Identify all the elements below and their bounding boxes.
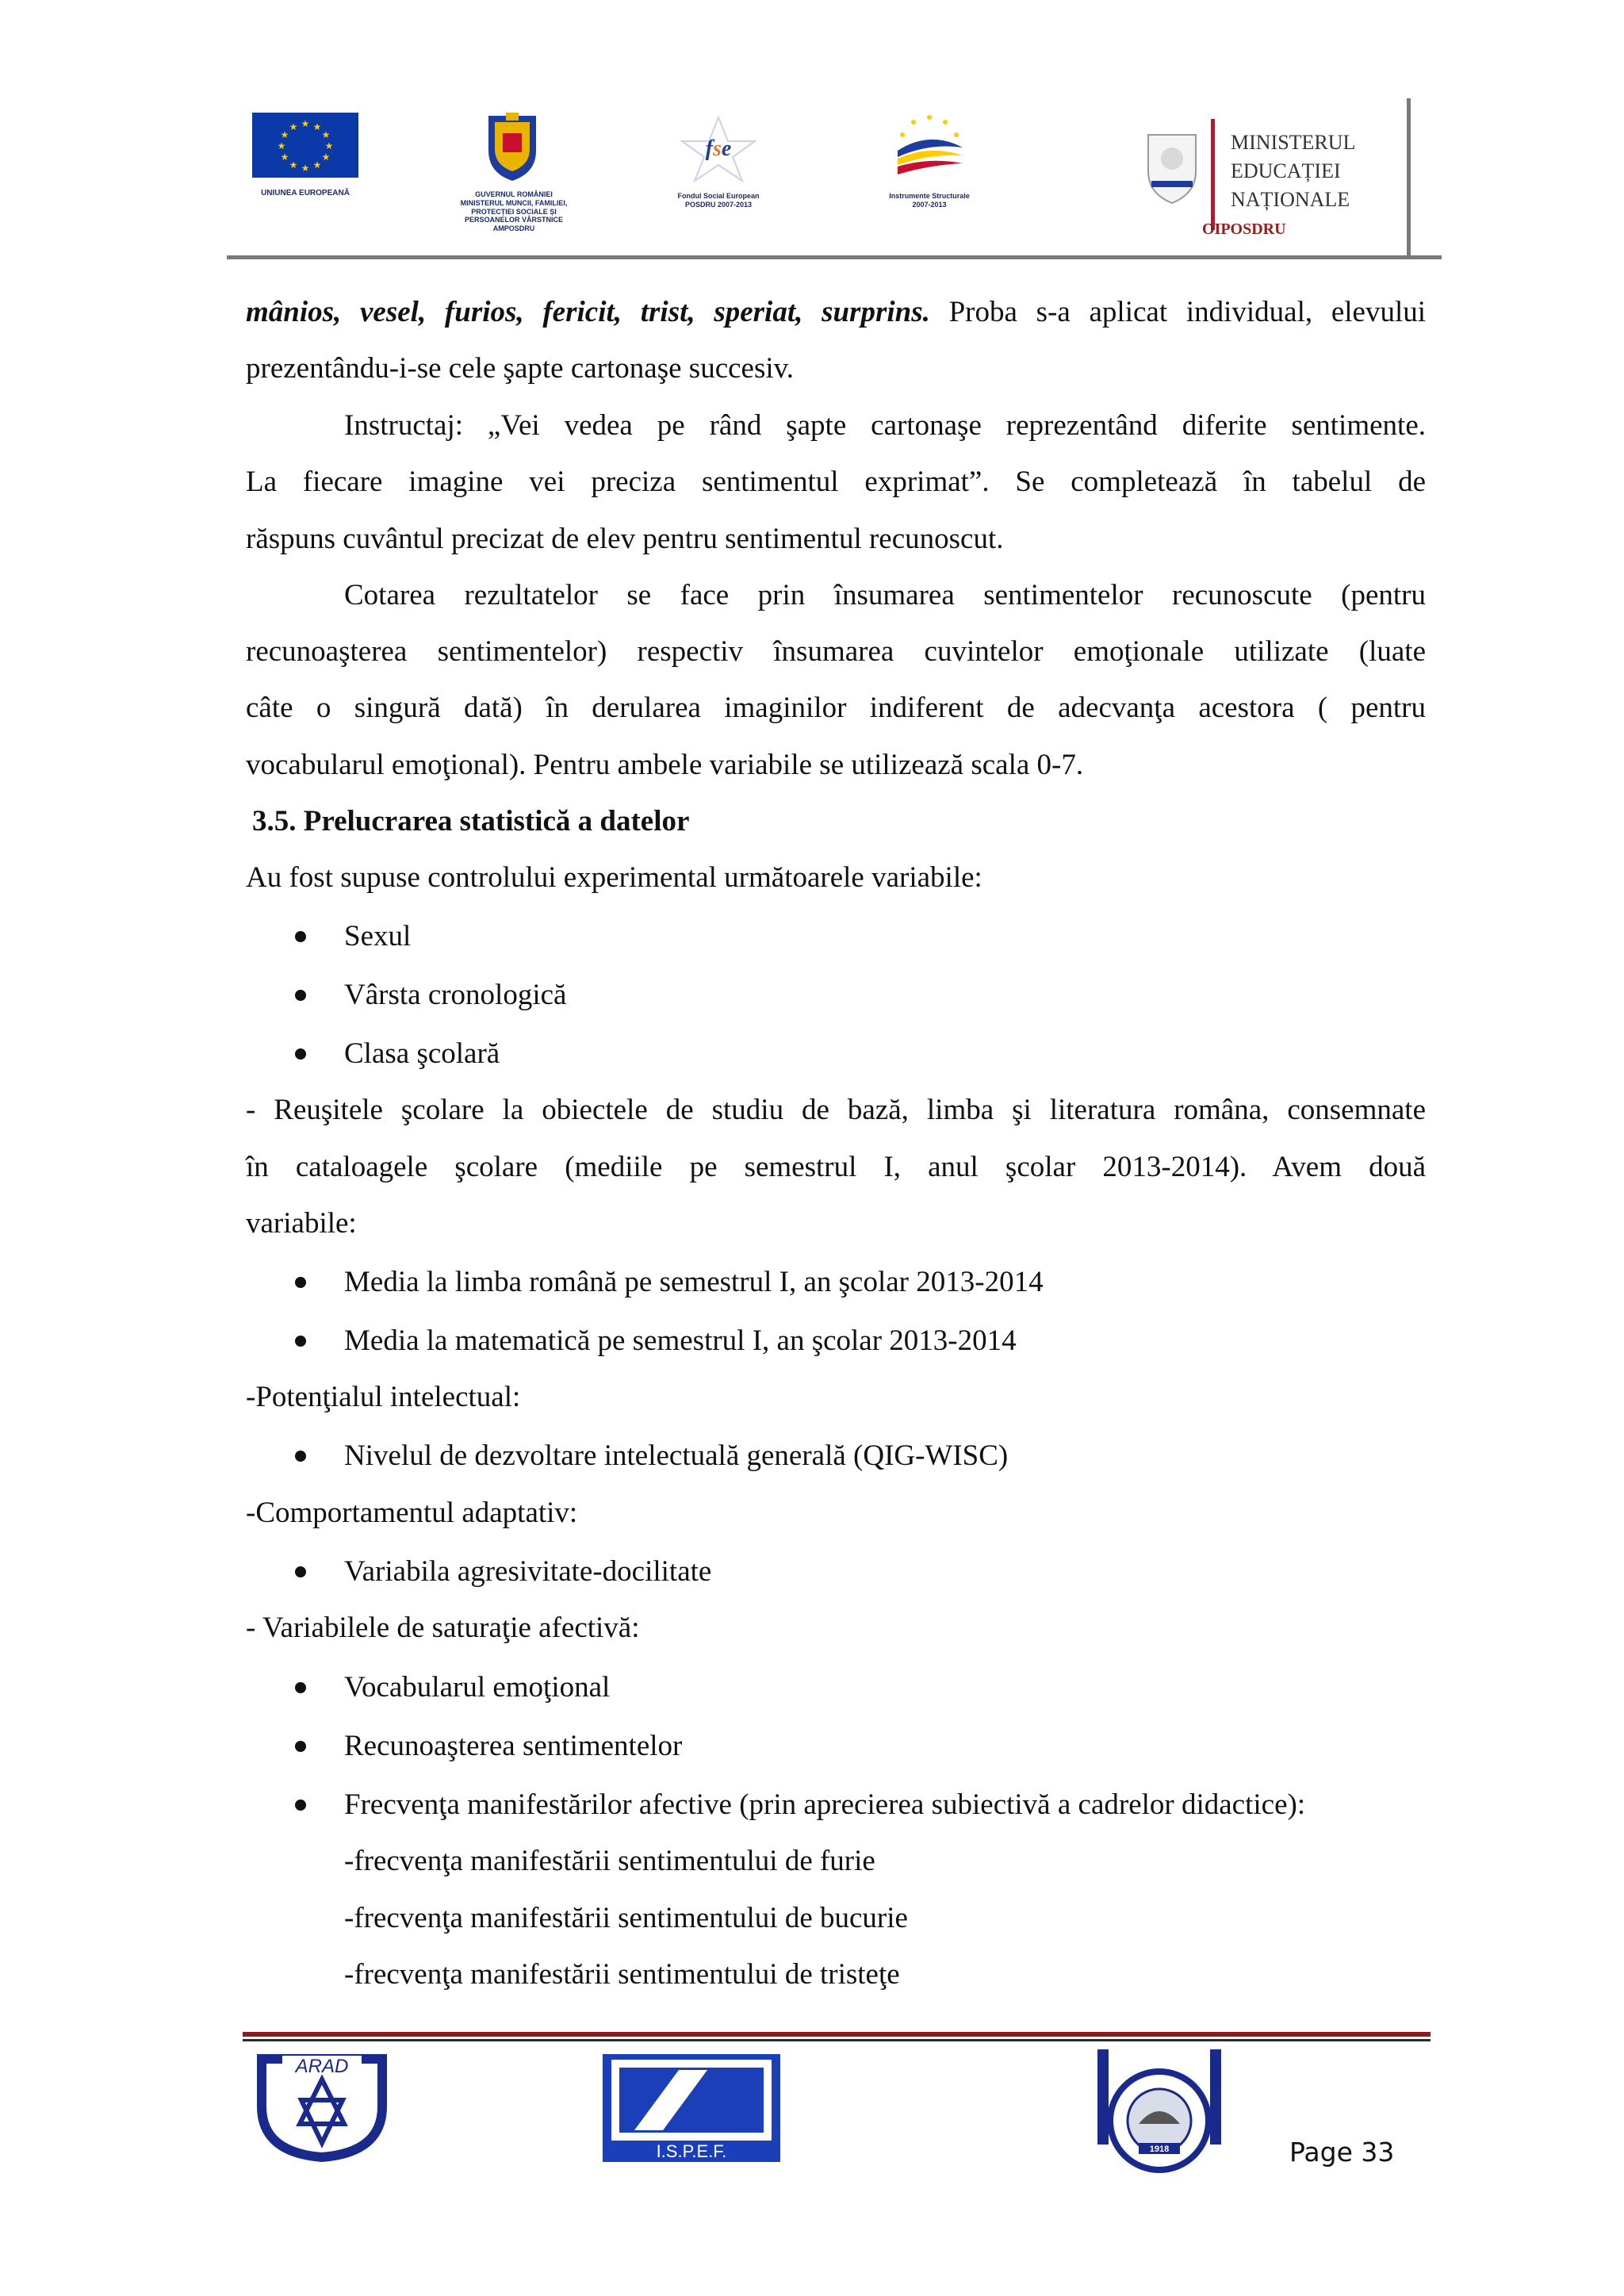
svg-text:★: ★ [324,140,334,151]
svg-text:★: ★ [280,129,289,140]
svg-text:★: ★ [312,121,322,132]
svg-text:★: ★ [321,129,331,140]
school-results-line-1: - Reuşitele şcolare la obiectele de studiu de bază, limba şi literatura româna, consemnate [246,1094,1426,1126]
svg-text:★: ★ [289,159,298,171]
paragraph-3-line-2: recunoaşterea sentimentelor) respectiv însumarea cuvintelor emoţionale utilizate (luate [246,635,1426,668]
structural-instruments-caption: Instrumente Structurale 2007-2013 [889,192,970,209]
structural-instruments-logo [890,111,969,188]
fse-caption: Fondul Social European POSDRU 2007-2013 [677,192,760,209]
list-item: Variabila agresivitate-docilitate [344,1555,712,1588]
svg-text:★: ★ [301,118,310,129]
sub-item: -frecvenţa manifestării sentimentului de tristeţe [344,1958,900,1991]
paragraph-1-line-2: prezentându-i-se cele şapte cartonaşe succesiv. [246,352,794,385]
oiposdru-label: OIPOSDRU [1202,220,1286,238]
page-number: Page 33 [1289,2137,1395,2168]
list-item: Vârsta cronologică [344,979,567,1011]
intro-line: Au fost supuse controlului experimental următoarele variabile: [246,861,982,894]
svg-text:★: ★ [280,151,289,163]
sub-item: -frecvenţa manifestării sentimentului de furie [344,1845,875,1877]
ministry-divider [1211,119,1215,230]
bullet-icon [295,1566,306,1577]
svg-text:fse: fse [705,136,732,161]
list-item: Sexul [344,920,412,953]
svg-text:★: ★ [277,140,286,151]
government-caption: GUVERNUL ROMÂNIEI MINISTERUL MUNCII, FAMILIEI, PROTECȚIEI SOCIALE ȘI PERSOANELOR VÂRSTNICE AMPOSDRU [460,190,568,233]
bullet-icon [295,1277,306,1288]
footer-rule [243,2032,1431,2037]
romania-coat-of-arms-logo [484,109,541,186]
alba-iulia-university-seal [1080,2041,1239,2188]
fse-star-logo [679,116,758,186]
list-item: Frecvenţa manifestărilor afective (prin aprecierea subiectivă a cadrelor didactice): [344,1788,1306,1821]
list-item: Recunoaşterea sentimentelor [344,1730,683,1762]
bullet-icon [295,931,306,942]
bullet-icon [295,1741,306,1752]
emotion-words: mânios, vesel, furios, fericit, trist, speriat, surprins. [246,296,930,328]
school-results-line-2: în cataloagele şcolare (mediile pe semestrul I, anul şcolar 2013-2014). Avem două [246,1151,1426,1183]
list-item: Clasa şcolară [344,1037,500,1070]
svg-text:★: ★ [289,121,298,132]
bullet-icon [295,1800,306,1811]
svg-text:★: ★ [301,163,310,174]
paragraph-2-line-2: La fiecare imagine vei preciza sentimentul exprimat”. Se completează în tabelul de [246,466,1426,498]
adaptive-behavior-label: -Comportamentul adaptativ: [246,1497,578,1529]
list-item: Nivelul de dezvoltare intelectuală generală (QIG-WISC) [344,1439,1009,1472]
paragraph-3-line-3: câte o singură dată) în derularea imaginilor indiferent de adecvanţa acestora ( pentru [246,692,1426,724]
list-item: Vocabularul emoţional [344,1671,611,1704]
eu-caption: UNIUNEA EUROPEANĂ [261,189,350,197]
list-item: Media la limba română pe semestrul I, an şcolar 2013-2014 [344,1266,1044,1298]
sub-item: -frecvenţa manifestării sentimentului de bucurie [344,1902,908,1934]
svg-text:★: ★ [321,151,331,163]
arad-university-logo [251,2051,393,2166]
ispef-logo [603,2054,780,2166]
list-item: Media la matematică pe semestrul I, an şcolar 2013-2014 [344,1324,1017,1357]
paragraph-2-line-3: răspuns cuvântul precizat de elev pentru sentimentul recunoscut. [246,523,1004,555]
header-right-bar [1407,98,1411,257]
school-results-line-3: variabile: [246,1207,357,1240]
section-heading: 3.5. Prelucrarea statistică a datelor [252,805,690,838]
ministry-crest-logo [1140,127,1204,210]
paragraph-2-line-1: Instructaj: „Vei vedea pe rând şapte cartonaşe reprezentând diferite sentimente. [344,409,1426,442]
ispef-label: I.S.P.E.F. [656,2141,727,2161]
bullet-icon [295,990,306,1001]
eu-flag-logo [252,113,358,178]
header-rule [227,255,1442,259]
bullet-icon [295,1048,306,1060]
intellectual-potential-label: -Potenţialul intelectual: [246,1381,521,1413]
paragraph-1-line-1: mânios, vesel, furios, fericit, trist, speriat, surprins. Proba s-a aplicat individual, elevului [246,296,1427,328]
affective-saturation-label: - Variabilele de saturaţie afectivă: [246,1612,640,1644]
paragraph-3-line-1: Cotarea rezultatelor se face prin însumarea sentimentelor recunoscute (pentru [344,579,1426,611]
arad-label: ARAD [295,2056,349,2077]
ministry-name: MINISTERUL EDUCAȚIEI NAȚIONALE [1231,131,1356,211]
bullet-icon [295,1682,306,1693]
footer-rule-thin [243,2039,1431,2041]
paragraph-3-line-4: vocabularul emoţional). Pentru ambele variabile se utilizează scala 0-7. [246,749,1084,781]
svg-text:★: ★ [312,159,322,171]
bullet-icon [295,1451,306,1462]
bullet-icon [295,1336,306,1347]
seal-year: 1918 [1149,2145,1170,2154]
